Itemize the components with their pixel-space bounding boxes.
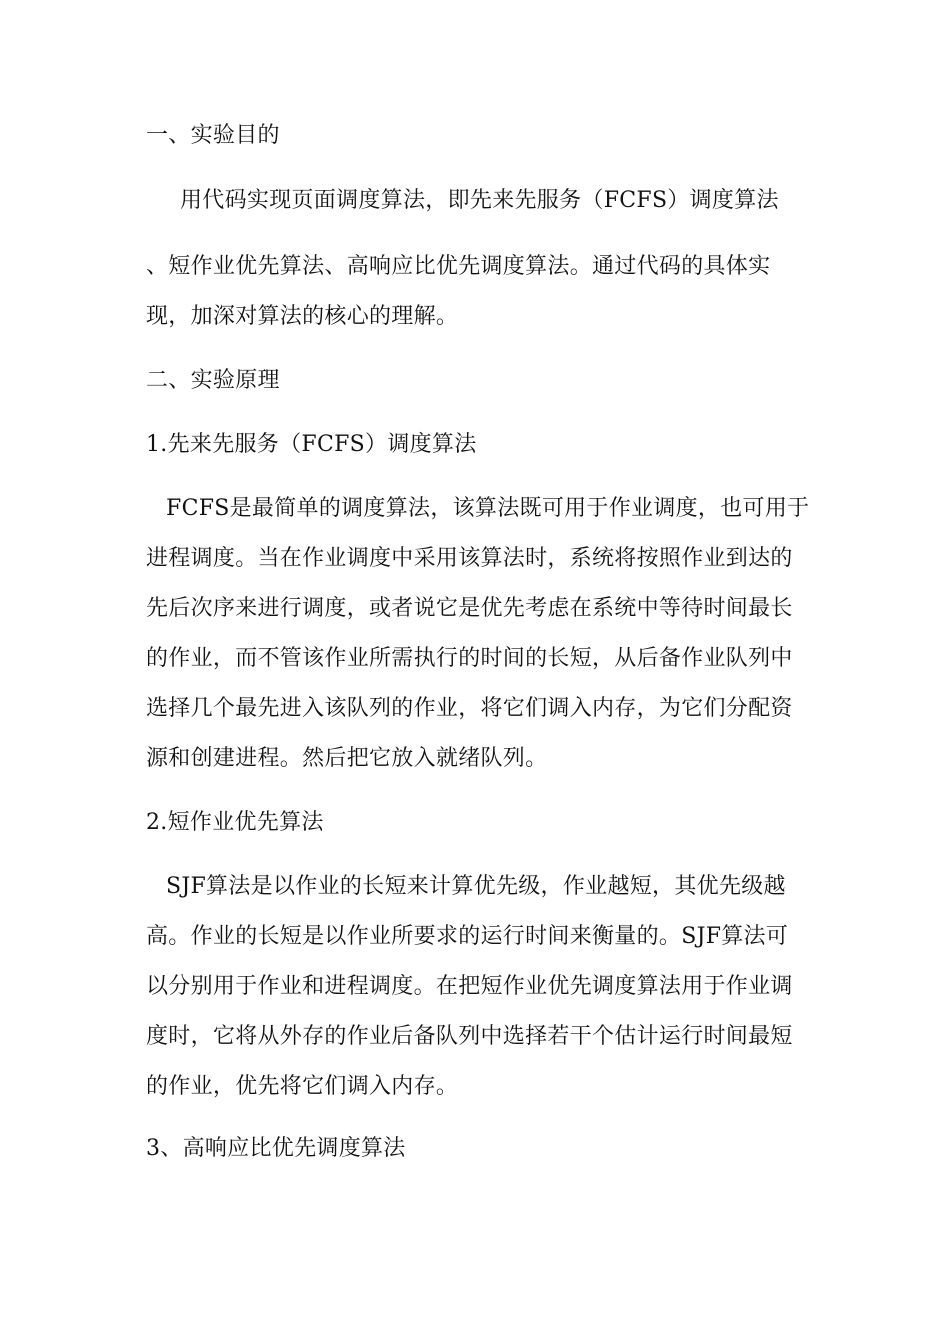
purpose-paragraph-line-1: 用代码实现页面调度算法，即先来先服务（FCFS）调度算法: [180, 188, 779, 213]
subsection-heading-fcfs: 1.先来先服务（FCFS）调度算法: [146, 432, 477, 457]
sjf-paragraph-line-1: SJF算法是以作业的长短来计算优先级，作业越短，其优先级越: [166, 874, 786, 899]
section-heading-purpose: 一、实验目的: [146, 123, 280, 148]
fcfs-paragraph-line-2: 进程调度。当在作业调度中采用该算法时，系统将按照作业到达的: [146, 546, 793, 571]
sjf-paragraph-line-2: 高。作业的长短是以作业所要求的运行时间来衡量的。SJF算法可: [146, 924, 789, 949]
purpose-paragraph-line-3: 现，加深对算法的核心的理解。: [146, 304, 459, 329]
fcfs-paragraph-line-5: 选择几个最先进入该队列的作业，将它们调入内存，为它们分配资: [146, 696, 793, 721]
sjf-paragraph-line-5: 的作业，优先将它们调入内存。: [146, 1074, 459, 1099]
section-heading-principle: 二、实验原理: [146, 368, 280, 393]
sjf-paragraph-line-3: 以分别用于作业和进程调度。在把短作业优先调度算法用于作业调: [146, 974, 793, 999]
fcfs-paragraph-line-1: FCFS是最简单的调度算法，该算法既可用于作业调度，也可用于: [166, 496, 810, 521]
purpose-paragraph-line-2: 、短作业优先算法、高响应比优先调度算法。通过代码的具体实: [146, 254, 771, 279]
sjf-paragraph-line-4: 度时，它将从外存的作业后备队列中选择若干个估计运行时间最短: [146, 1024, 793, 1049]
fcfs-paragraph-line-3: 先后次序来进行调度，或者说它是优先考虑在系统中等待时间最长: [146, 596, 793, 621]
subsection-heading-sjf: 2.短作业优先算法: [146, 810, 324, 835]
fcfs-paragraph-line-6: 源和创建进程。然后把它放入就绪队列。: [146, 746, 548, 771]
fcfs-paragraph-line-4: 的作业，而不管该作业所需执行的时间的长短，从后备作业队列中: [146, 646, 793, 671]
subsection-heading-hrrn: 3、高响应比优先调度算法: [146, 1136, 406, 1161]
